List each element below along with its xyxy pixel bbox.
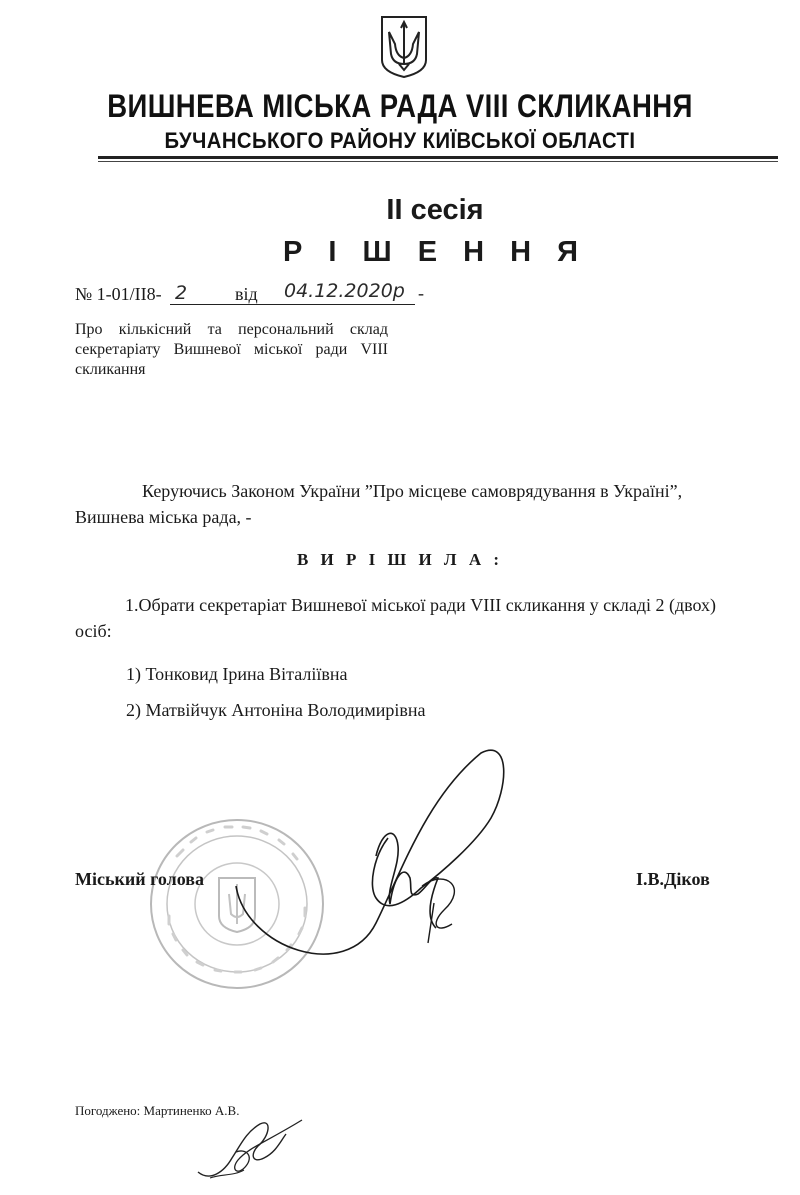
mayor-signature-icon — [226, 738, 516, 978]
session-title: ІІ сесія — [386, 194, 484, 226]
list-item: 1) Тонковид Ірина Віталіївна — [126, 664, 348, 684]
decision-number-handwritten: 2 — [175, 282, 188, 304]
decision-number-prefix: № 1-01/ІІ8- — [75, 284, 162, 304]
resolution-item-1: 1.Обрати секретаріат Вишневої міської ради VIII скликання у складі 2 (двох) осіб: — [75, 595, 717, 641]
decision-date-handwritten: 04.12.2020р — [284, 280, 405, 302]
persons-list — [126, 664, 426, 736]
mayor-label: Міський голова — [75, 869, 204, 889]
council-region: БУЧАНСЬКОГО РАЙОНУ КИЇВСЬКОЇ ОБЛАСТІ — [164, 128, 636, 153]
date-underline — [260, 304, 415, 305]
decision-heading: Р І Ш Е Н Н Я — [283, 236, 587, 268]
trident-emblem-icon — [379, 14, 429, 80]
preamble-text: Керуючись Законом України ”Про місцеве самоврядування в Україні”, Вишнева міська рада, - — [75, 481, 683, 527]
decision-number-row — [75, 282, 495, 306]
header-rule-thin — [98, 161, 778, 162]
approver-signature-icon — [190, 1112, 320, 1187]
date-trailing-dash: - — [418, 283, 424, 303]
council-name: ВИШНЕВА МІСЬКА РАДА VIII СКЛИКАННЯ — [107, 88, 693, 124]
mayor-name: І.В.Діков — [636, 869, 710, 889]
header-rule — [98, 156, 778, 159]
decision-subject: Про кількісний та персональний склад секретаріату Вишневої міської ради VIII скликання — [75, 321, 388, 378]
resolved-heading: В И Р І Ш И Л А : — [296, 550, 504, 569]
list-item: 2) Матвійчук Антоніна Володимирівна — [126, 700, 426, 720]
date-label: від — [235, 284, 258, 304]
agreed-by: Погоджено: Мартиненко А.В. — [75, 1103, 240, 1118]
